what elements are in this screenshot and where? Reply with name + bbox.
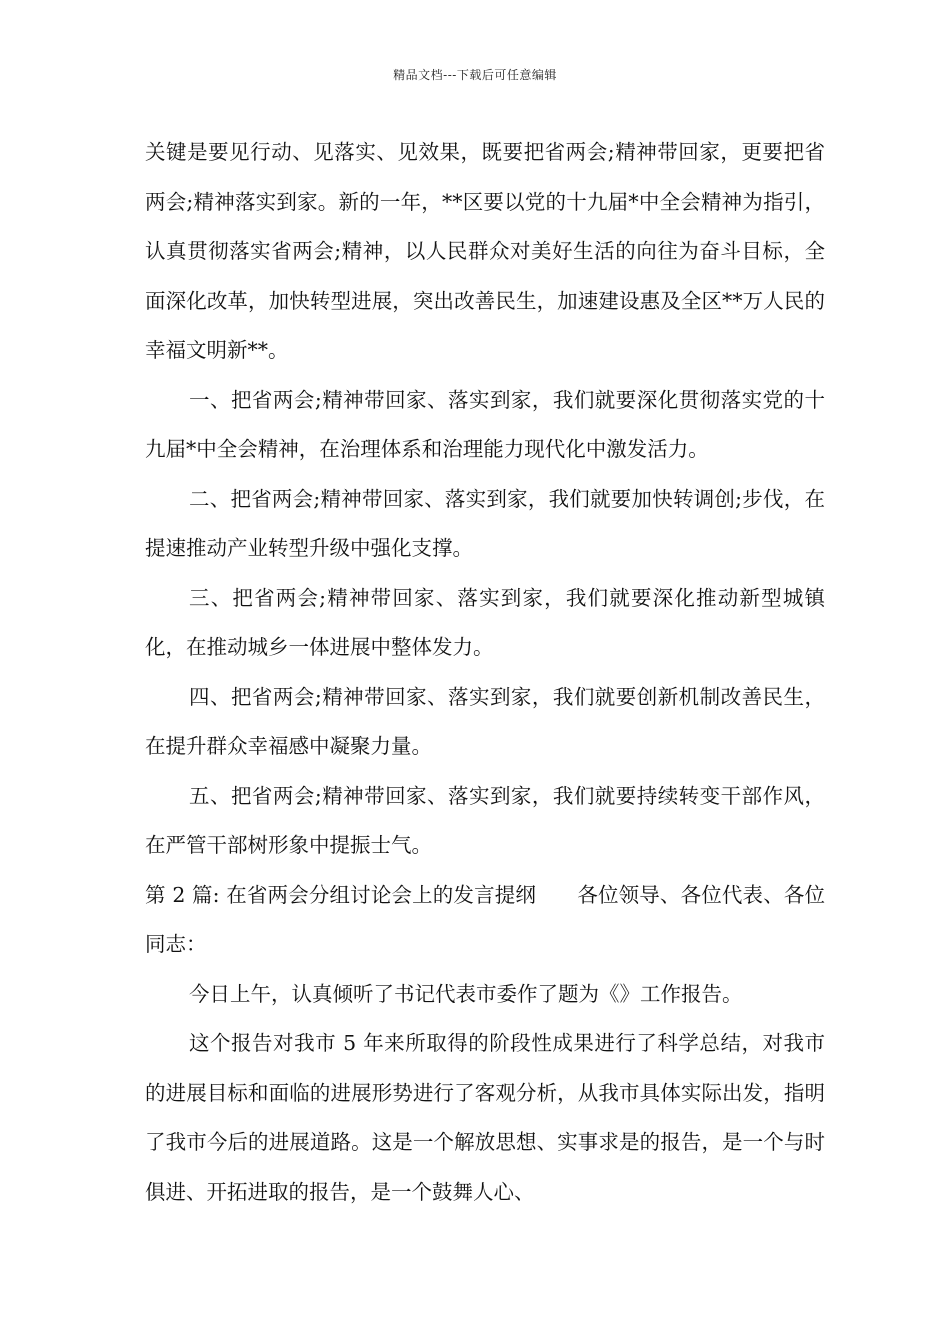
paragraph-report-summary: 这个报告对我市 5 年来所取得的阶段性成果进行了科学总结，对我市的进展目标和面临的进展形势进行了客观分析，从我市具体实际出发，指明了我市今后的进展道路。这是一个解放思想、实事求是的报告，是一个与时俱进、开拓进取的报告，是一个鼓舞人心、 bbox=[145, 1031, 825, 1204]
paragraph-point-four: 四、把省两会;精神带回家、落实到家，我们就要创新机制改善民生，在提升群众幸福感中凝聚力量。 bbox=[145, 684, 825, 758]
paragraph-point-five: 五、把省两会;精神带回家、落实到家，我们就要持续转变干部作风，在严管干部树形象中提振士气。 bbox=[145, 783, 825, 857]
paragraph-point-two: 二、把省两会;精神带回家、落实到家，我们就要加快转调创;步伐，在提速推动产业转型升级中强化支撑。 bbox=[145, 486, 825, 560]
paragraph-intro: 今日上午，认真倾听了书记代表市委作了题为《》工作报告。 bbox=[189, 981, 743, 1006]
paragraph-point-three: 三、把省两会;精神带回家、落实到家，我们就要深化推动新型城镇化，在推动城乡一体进展中整体发力。 bbox=[145, 585, 825, 659]
document-body bbox=[145, 128, 825, 1217]
section-heading-part-2: 第 2 篇: 在省两会分组讨论会上的发言提纲 各位领导、各位代表、各位同志： bbox=[145, 882, 825, 956]
paragraph-continuation: 关键是要见行动、见落实、见效果，既要把省两会;精神带回家，更要把省两会;精神落实到家。新的一年，**区要以党的十九届*中全会精神为指引，认真贯彻落实省两会;精神，以人民群众对美好生活的向往为奋斗目标，全面深化改革，加快转型进展，突出改善民生，加速建设惠及全区**万人民的幸福文明新**。 bbox=[145, 140, 825, 362]
paragraph-point-one: 一、把省两会;精神带回家、落实到家，我们就要深化贯彻落实党的十九届*中全会精神，在治理体系和治理能力现代化中激发活力。 bbox=[145, 387, 825, 461]
page-header: 精品文档---下载后可任意编辑 bbox=[393, 68, 557, 82]
